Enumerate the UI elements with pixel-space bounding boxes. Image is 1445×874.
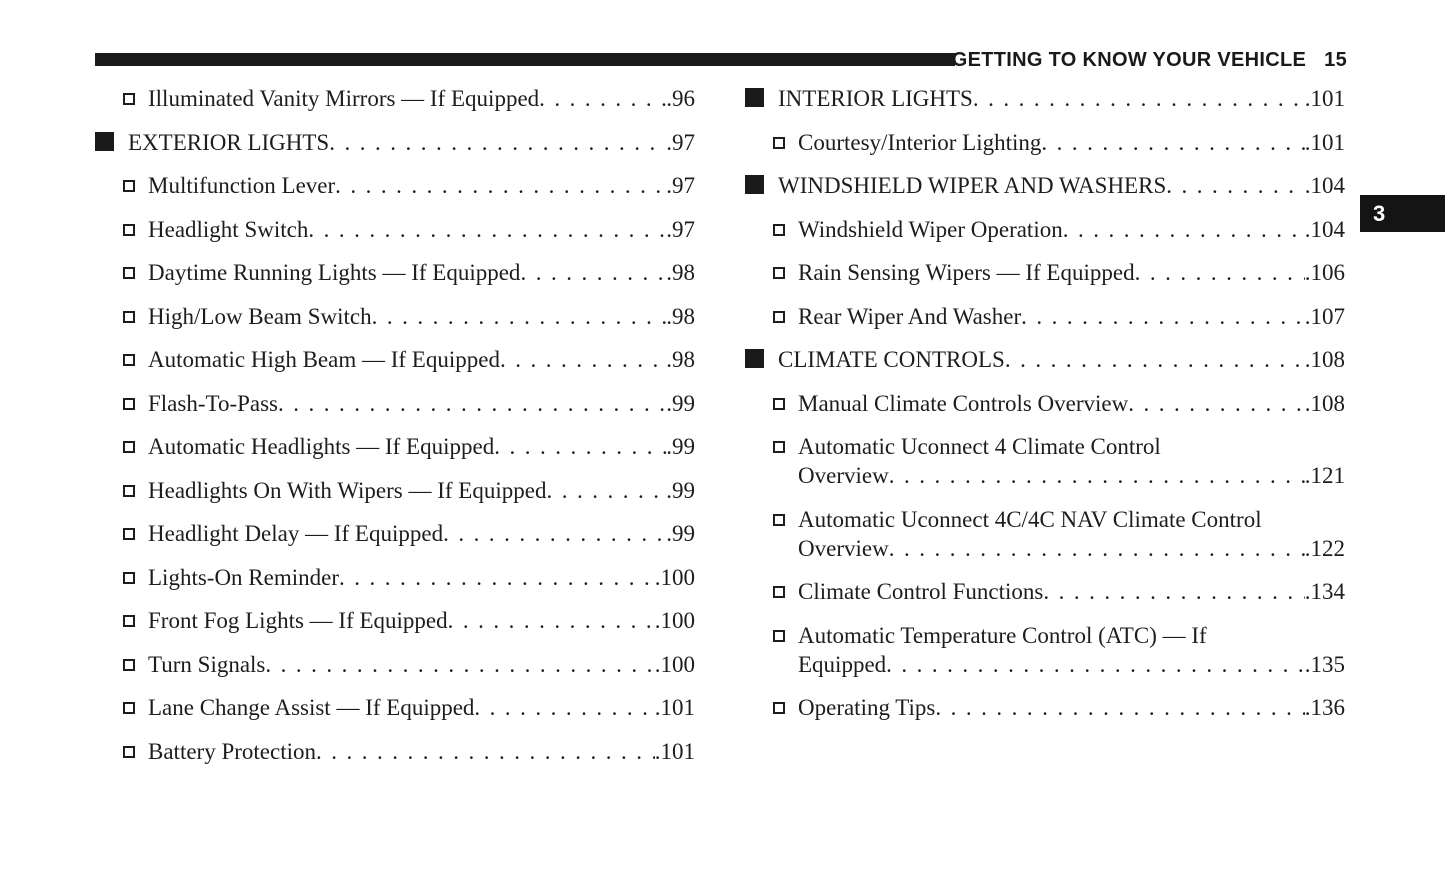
entry-label: Manual Climate Controls Overview <box>798 390 1129 416</box>
item-marker-icon <box>773 514 785 526</box>
toc-item-entry[interactable] <box>745 693 1345 722</box>
entry-page-number: . 104 <box>1305 215 1345 244</box>
entry-page-number: . 99 <box>666 476 695 505</box>
dot-leader <box>308 215 666 244</box>
toc-item-entry[interactable] <box>95 84 695 113</box>
toc-item-entry[interactable] <box>745 128 1345 157</box>
entry-page-number: . 99 <box>666 389 695 418</box>
entry-label: CLIMATE CONTROLS <box>778 347 1005 372</box>
toc-item-entry[interactable] <box>95 737 695 766</box>
entry-label: Automatic High Beam — If Equipped <box>148 347 500 372</box>
entry-label: Daytime Running Lights — If Equipped <box>148 260 521 285</box>
item-marker-icon <box>773 630 785 642</box>
entry-page-number: . 101 <box>1305 128 1345 157</box>
section-marker-icon <box>745 175 764 194</box>
section-marker-icon <box>745 349 764 368</box>
entry-label: Flash-To-Pass <box>148 390 279 416</box>
dot-leader <box>335 171 666 200</box>
toc-item-entry[interactable] <box>745 258 1345 287</box>
dot-leader <box>500 345 666 374</box>
item-marker-icon <box>123 572 135 584</box>
item-marker-icon <box>123 528 135 540</box>
entry-label: Headlight Delay — If Equipped <box>148 521 444 546</box>
entry-label: Windshield Wiper Operation <box>798 216 1063 242</box>
dot-leader <box>339 563 655 592</box>
entry-page-number: . 98 <box>666 258 695 287</box>
dot-leader <box>1043 577 1304 606</box>
page-number: 15 <box>1324 49 1347 71</box>
chapter-tab[interactable] <box>1360 195 1445 232</box>
section-marker-icon <box>95 132 114 151</box>
toc-item-entry[interactable] <box>745 577 1345 606</box>
entry-page-number: . 106 <box>1305 258 1345 287</box>
entry-label: Climate Control Functions <box>798 579 1044 604</box>
entry-label: EXTERIOR LIGHTS <box>128 129 330 155</box>
entry-page-number: . 134 <box>1305 577 1345 606</box>
toc-item-entry[interactable] <box>745 505 1345 563</box>
dot-leader <box>935 693 1304 722</box>
entry-label: Lane Change Assist — If Equipped <box>148 695 475 720</box>
dot-leader <box>520 258 666 287</box>
toc-section-entry[interactable] <box>745 84 1345 113</box>
entry-label: Front Fog Lights — If Equipped <box>148 608 448 633</box>
toc-column-right <box>745 84 1345 737</box>
toc-item-entry[interactable] <box>745 432 1345 490</box>
entry-page-number: . 108 <box>1305 345 1345 374</box>
item-marker-icon <box>773 224 785 236</box>
entry-label: Turn Signals <box>148 651 266 677</box>
item-marker-icon <box>773 311 785 323</box>
item-marker-icon <box>773 702 785 714</box>
item-marker-icon <box>123 93 135 105</box>
toc-item-entry[interactable] <box>95 693 695 722</box>
dot-leader <box>973 84 1305 113</box>
toc-item-entry[interactable] <box>745 215 1345 244</box>
toc-item-entry[interactable] <box>95 389 695 418</box>
entry-page-number: . 101 <box>655 737 695 766</box>
item-marker-icon <box>123 659 135 671</box>
dot-leader <box>372 302 667 331</box>
entry-page-number: . 99 <box>666 432 695 461</box>
entry-page-number: . 135 <box>1305 650 1345 679</box>
entry-label: Headlights On With Wipers — If Equipped <box>148 477 547 503</box>
item-marker-icon <box>123 702 135 714</box>
item-marker-icon <box>773 398 785 410</box>
item-marker-icon <box>123 311 135 323</box>
toc-item-entry[interactable] <box>95 606 695 635</box>
entry-page-number: . 98 <box>666 302 695 331</box>
dot-leader <box>1128 389 1305 418</box>
item-marker-icon <box>123 615 135 627</box>
section-marker-icon <box>745 88 764 107</box>
toc-item-entry[interactable] <box>95 650 695 679</box>
entry-page-number: . 101 <box>655 693 695 722</box>
toc-item-entry[interactable] <box>745 389 1345 418</box>
item-marker-icon <box>123 398 135 410</box>
item-marker-icon <box>773 137 785 149</box>
entry-page-number: . 100 <box>655 563 695 592</box>
entry-label: Courtesy/Interior Lighting <box>798 129 1042 155</box>
dot-leader <box>546 476 666 505</box>
entry-page-number: . 98 <box>666 345 695 374</box>
dot-leader <box>886 650 1305 679</box>
dot-leader <box>494 432 666 461</box>
item-marker-icon <box>773 267 785 279</box>
toc-item-entry[interactable] <box>95 171 695 200</box>
item-marker-icon <box>773 586 785 598</box>
entry-label: WINDSHIELD WIPER AND WASHERS <box>778 173 1167 198</box>
entry-page-number: . 100 <box>655 650 695 679</box>
page-header <box>952 48 1347 72</box>
toc-section-entry[interactable] <box>745 171 1345 200</box>
dot-leader <box>1063 215 1305 244</box>
toc-item-entry[interactable] <box>95 476 695 505</box>
entry-label: Illuminated Vanity Mirrors — If Equipped <box>148 86 540 111</box>
dot-leader <box>448 606 655 635</box>
entry-label: Automatic Temperature Control (ATC) — If <box>798 622 1207 648</box>
dot-leader <box>316 737 655 766</box>
dot-leader <box>539 84 666 113</box>
entry-label: Operating Tips <box>798 695 936 720</box>
entry-label: Battery Protection <box>148 738 316 764</box>
entry-page-number: . 104 <box>1305 171 1345 200</box>
entry-page-number: . 101 <box>1305 84 1345 113</box>
entry-page-number: . 121 <box>1305 461 1345 490</box>
item-marker-icon <box>773 441 785 453</box>
entry-page-number: . 97 <box>666 171 695 200</box>
toc-item-entry[interactable] <box>95 258 695 287</box>
toc-item-entry[interactable] <box>95 302 695 331</box>
entry-page-number: . 107 <box>1305 302 1345 331</box>
item-marker-icon <box>123 224 135 236</box>
toc-item-entry[interactable] <box>95 432 695 461</box>
dot-leader <box>1041 128 1304 157</box>
toc-item-entry[interactable] <box>95 215 695 244</box>
entry-page-number: . 136 <box>1305 693 1345 722</box>
item-marker-icon <box>123 180 135 192</box>
dot-leader <box>265 650 654 679</box>
entry-label-continued: Equipped <box>798 651 887 677</box>
toc-column-left <box>95 84 695 780</box>
item-marker-icon <box>123 441 135 453</box>
toc-item-entry[interactable] <box>95 345 695 374</box>
entry-page-number: . 99 <box>666 519 695 548</box>
entry-label: Automatic Headlights — If Equipped <box>148 434 495 459</box>
dot-leader <box>278 389 666 418</box>
header-rule <box>95 53 955 66</box>
entry-label: INTERIOR LIGHTS <box>778 86 973 111</box>
dot-leader <box>1021 302 1305 331</box>
dot-leader <box>443 519 666 548</box>
dot-leader <box>329 128 666 157</box>
entry-page-number: . 122 <box>1305 534 1345 563</box>
chapter-tab-number: 3 <box>1373 201 1386 226</box>
entry-label: Headlight Switch <box>148 216 309 242</box>
entry-page-number: . 96 <box>666 84 695 113</box>
entry-label: Automatic Uconnect 4C/4C NAV Climate Control <box>798 506 1262 532</box>
toc-item-entry[interactable] <box>745 302 1345 331</box>
entry-label: High/Low Beam Switch <box>148 303 372 329</box>
entry-label: Rear Wiper And Washer <box>798 303 1022 329</box>
toc-item-entry[interactable] <box>95 563 695 592</box>
item-marker-icon <box>123 485 135 497</box>
dot-leader <box>1005 345 1305 374</box>
entry-label: Rain Sensing Wipers — If Equipped <box>798 260 1135 285</box>
dot-leader <box>1166 171 1305 200</box>
dot-leader <box>889 534 1305 563</box>
entry-label: Automatic Uconnect 4 Climate Control <box>798 434 1161 459</box>
entry-page-number: . 100 <box>655 606 695 635</box>
dot-leader <box>474 693 654 722</box>
item-marker-icon <box>123 354 135 366</box>
item-marker-icon <box>123 267 135 279</box>
toc-section-entry[interactable] <box>745 345 1345 374</box>
toc-section-entry[interactable] <box>95 128 695 157</box>
toc-item-entry[interactable] <box>745 621 1345 679</box>
entry-page-number: . 97 <box>666 215 695 244</box>
entry-label-continued: Overview <box>798 463 889 488</box>
dot-leader <box>1135 258 1305 287</box>
entry-page-number: . 108 <box>1305 389 1345 418</box>
entry-label-continued: Overview <box>798 535 889 561</box>
item-marker-icon <box>123 746 135 758</box>
entry-page-number: . 97 <box>666 128 695 157</box>
entry-label: Lights-On Reminder <box>148 564 339 590</box>
entry-label: Multifunction Lever <box>148 173 336 198</box>
chapter-title: GETTING TO KNOW YOUR VEHICLE <box>951 49 1307 71</box>
dot-leader <box>889 461 1305 490</box>
toc-item-entry[interactable] <box>95 519 695 548</box>
